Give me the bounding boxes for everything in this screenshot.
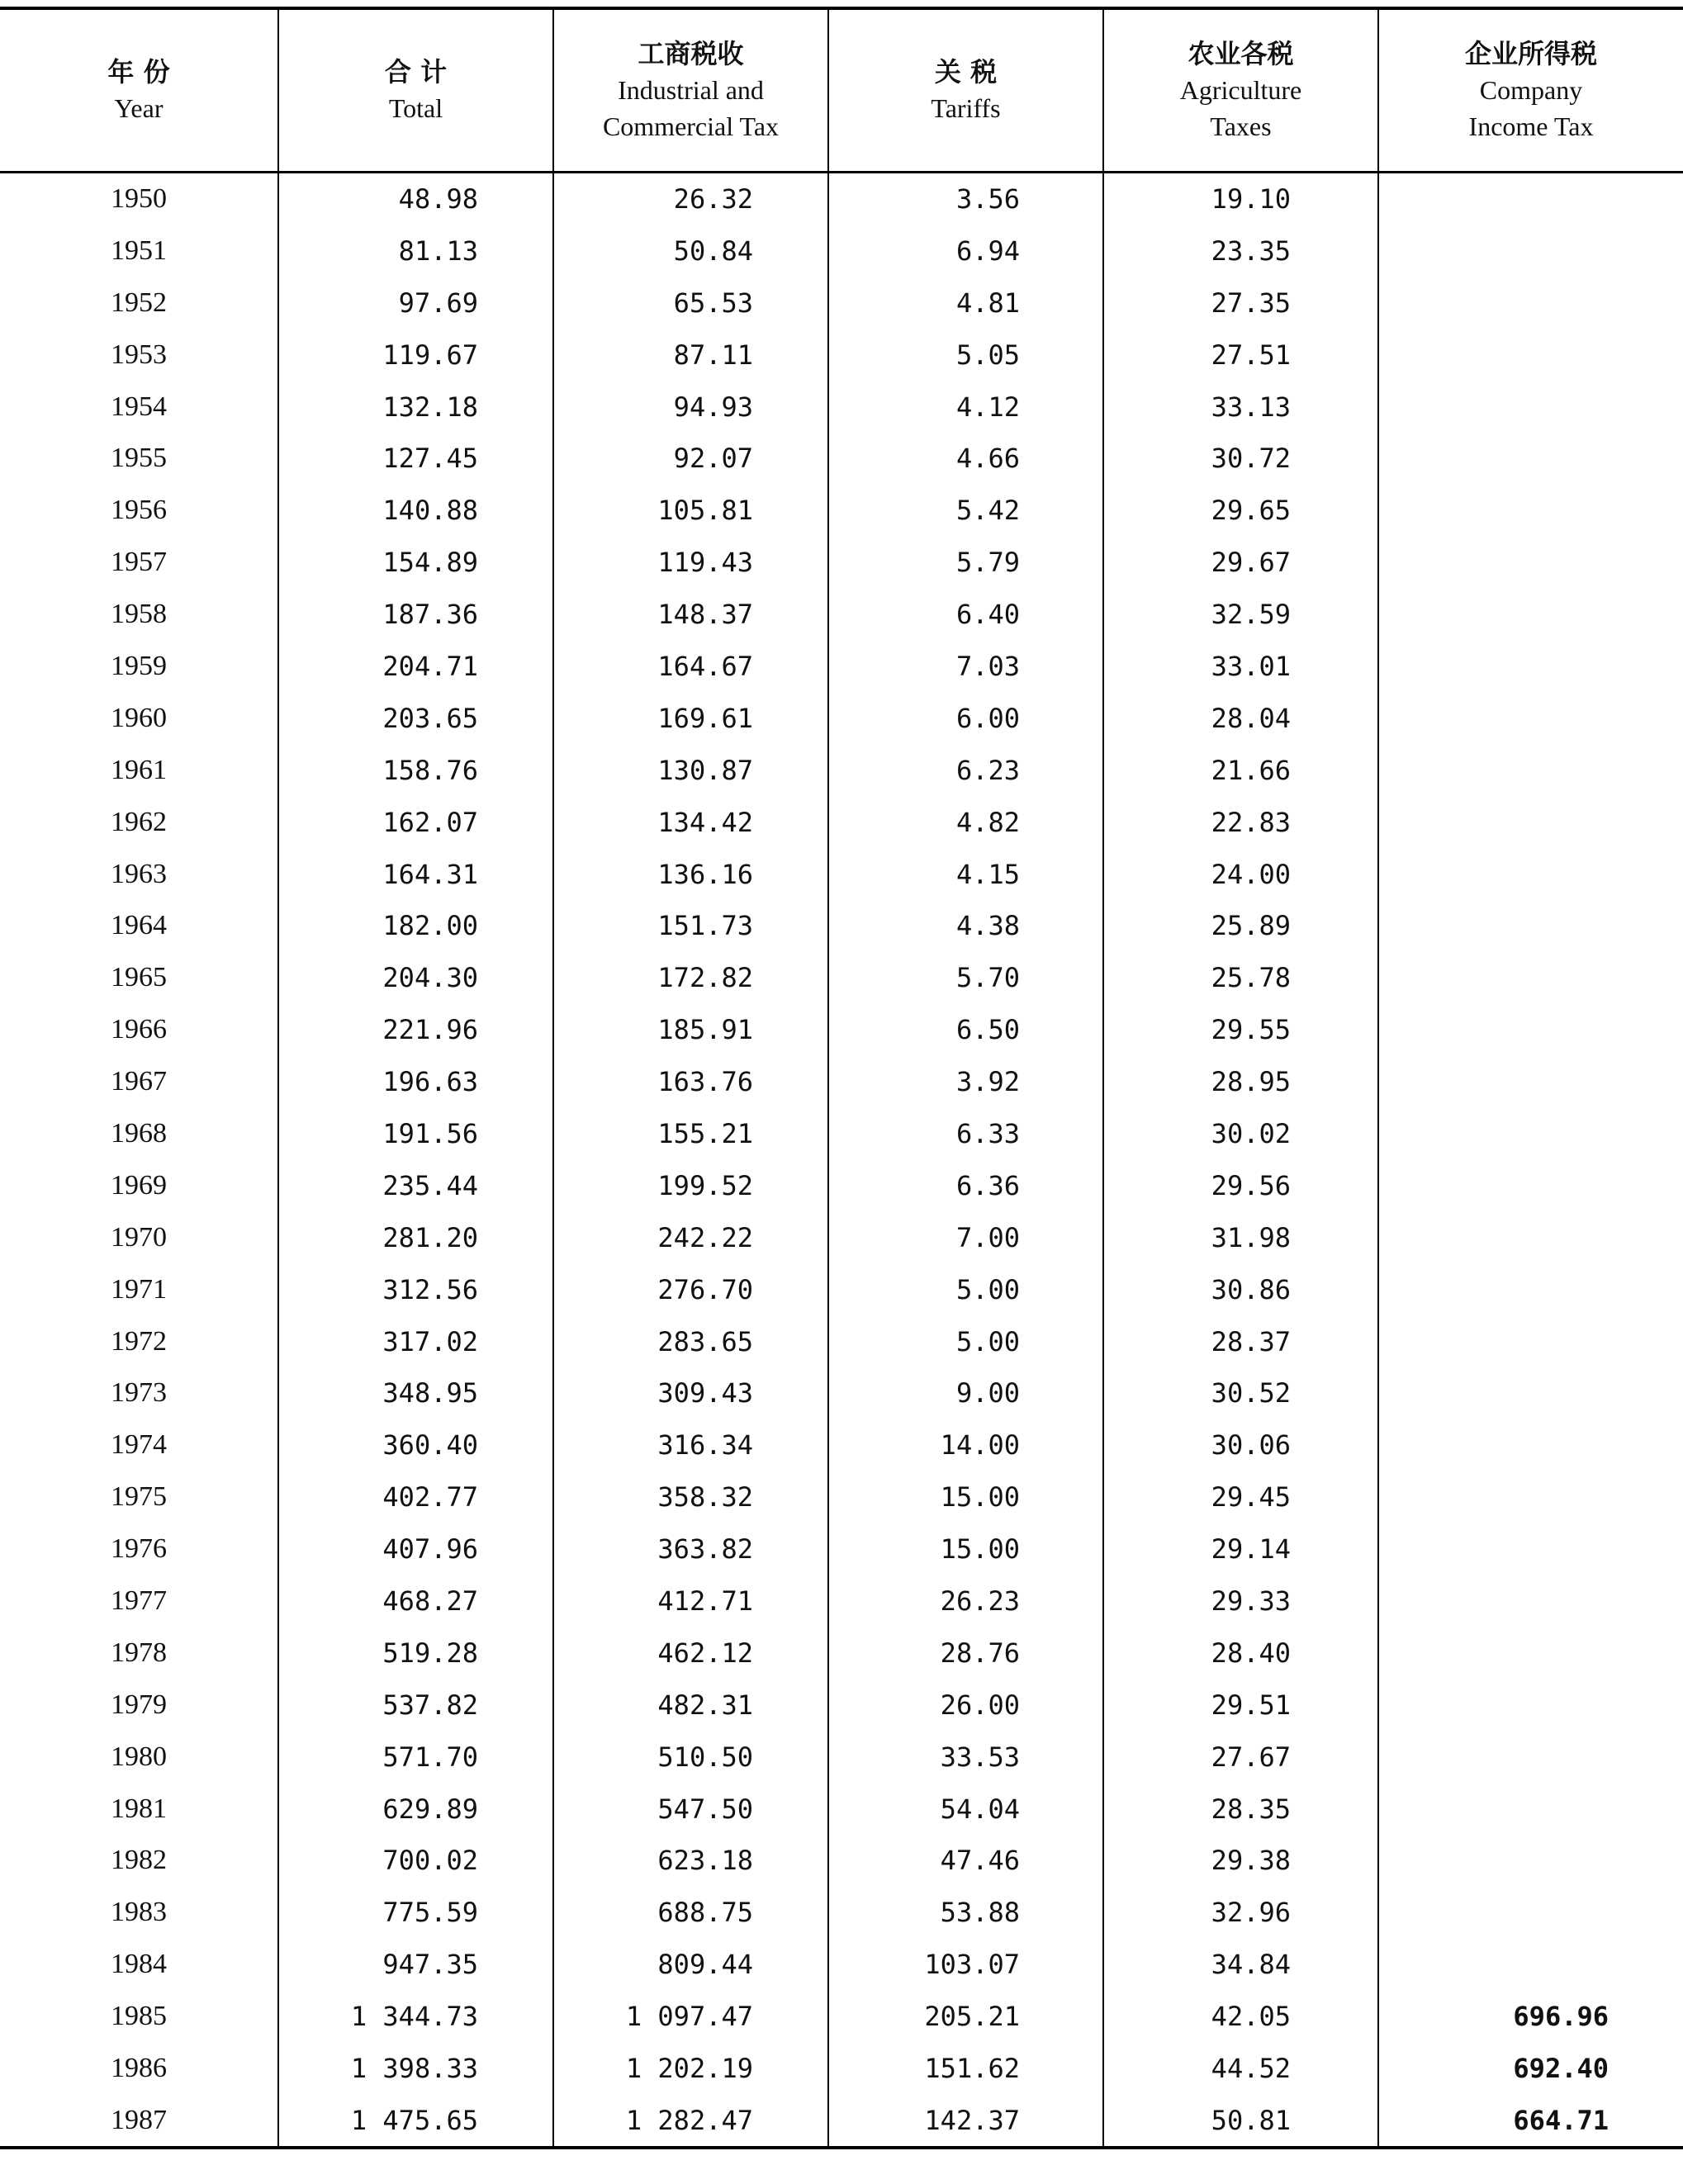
table-row: [0, 1991, 1683, 2043]
total-cell: 132.18: [278, 381, 553, 433]
table-row: [0, 172, 1683, 225]
year-cell: 1980: [111, 1741, 167, 1772]
agriculture-taxes-cell: 29.38: [1103, 1835, 1378, 1887]
header-label-zh: 年 份: [107, 56, 170, 88]
year-cell: 1985: [111, 2001, 167, 2032]
industrial-commercial-tax-cell: 185.91: [553, 1004, 828, 1056]
industrial-commercial-tax-cell: 688.75: [553, 1887, 828, 1939]
agriculture-taxes-cell: 28.37: [1103, 1315, 1378, 1367]
agriculture-taxes-cell: 27.35: [1103, 277, 1378, 329]
agriculture-taxes-cell: 29.51: [1103, 1679, 1378, 1731]
tariffs-cell: 4.81: [828, 277, 1103, 329]
total-cell: 235.44: [278, 1159, 553, 1211]
year-cell: 1983: [111, 1897, 167, 1928]
header-label-en: Agriculture: [1179, 75, 1302, 106]
company-income-tax-cell: [1378, 1056, 1683, 1108]
industrial-commercial-tax-cell: 163.76: [553, 1056, 828, 1108]
company-income-tax-cell: [1378, 1315, 1683, 1367]
total-cell: 48.98: [278, 172, 553, 225]
agriculture-taxes-cell: 33.13: [1103, 381, 1378, 433]
company-income-tax-cell: [1378, 1731, 1683, 1783]
year-cell: 1970: [111, 1221, 167, 1253]
tariffs-cell: 14.00: [828, 1419, 1103, 1471]
industrial-commercial-tax-cell: 151.73: [553, 900, 828, 952]
total-cell: 191.56: [278, 1108, 553, 1160]
company-income-tax-cell: [1378, 537, 1683, 589]
year-cell: 1965: [111, 962, 167, 993]
company-income-tax-cell: [1378, 172, 1683, 225]
year-cell: 1982: [111, 1845, 167, 1876]
tariffs-cell: 6.00: [828, 692, 1103, 744]
table-row: [0, 848, 1683, 900]
table-row: [0, 589, 1683, 641]
header-label-zh: 工商税收: [638, 38, 744, 70]
header-row: [0, 8, 1683, 172]
table-row: [0, 329, 1683, 381]
total-cell: 182.00: [278, 900, 553, 952]
year-cell: 1958: [111, 599, 167, 630]
year-cell: 1952: [111, 287, 167, 318]
company-income-tax-cell: [1378, 1004, 1683, 1056]
table-row: [0, 381, 1683, 433]
industrial-commercial-tax-cell: 130.87: [553, 744, 828, 796]
header-label-zh: 企业所得税: [1464, 38, 1597, 70]
table-row: [0, 1471, 1683, 1523]
tariffs-cell: 5.42: [828, 485, 1103, 537]
table-header: [0, 8, 1683, 172]
tariffs-cell: 7.00: [828, 1211, 1103, 1263]
industrial-commercial-tax-cell: 1 282.47: [553, 2094, 828, 2148]
year-cell: 1972: [111, 1325, 167, 1357]
industrial-commercial-tax-cell: 1 097.47: [553, 1991, 828, 2043]
header-label-en: Company: [1479, 75, 1583, 106]
company-income-tax-cell: [1378, 796, 1683, 848]
year-cell: 1984: [111, 1949, 167, 1980]
company-income-tax-cell: [1378, 641, 1683, 693]
tariffs-cell: 5.05: [828, 329, 1103, 381]
agriculture-taxes-cell: 29.33: [1103, 1575, 1378, 1627]
agriculture-taxes-cell: 19.10: [1103, 172, 1378, 225]
table-row: [0, 952, 1683, 1004]
agriculture-taxes-cell: 32.59: [1103, 589, 1378, 641]
industrial-commercial-tax-cell: 462.12: [553, 1627, 828, 1679]
table-row: [0, 1679, 1683, 1731]
tax-revenue-table: [0, 7, 1683, 2149]
table-row: [0, 485, 1683, 537]
total-cell: 947.35: [278, 1939, 553, 1991]
company-income-tax-cell: [1378, 1783, 1683, 1835]
tariffs-cell: 103.07: [828, 1939, 1103, 1991]
total-cell: 407.96: [278, 1523, 553, 1575]
agriculture-taxes-cell: 23.35: [1103, 225, 1378, 277]
company-income-tax-cell: [1378, 485, 1683, 537]
header-label-zh: 关 税: [934, 56, 998, 88]
company-income-tax-cell: [1378, 589, 1683, 641]
tariffs-cell: 3.92: [828, 1056, 1103, 1108]
total-cell: 402.77: [278, 1471, 553, 1523]
total-cell: 317.02: [278, 1315, 553, 1367]
company-income-tax-cell: [1378, 900, 1683, 952]
total-cell: 537.82: [278, 1679, 553, 1731]
year-cell: 1953: [111, 339, 167, 370]
industrial-commercial-tax-cell: 412.71: [553, 1575, 828, 1627]
company-income-tax-cell: [1378, 1159, 1683, 1211]
company-income-tax-cell: [1378, 1887, 1683, 1939]
company-income-tax-cell: [1378, 952, 1683, 1004]
table-row: [0, 692, 1683, 744]
agriculture-taxes-cell: 44.52: [1103, 2043, 1378, 2095]
year-cell: 1959: [111, 650, 167, 681]
company-income-tax-cell: [1378, 1575, 1683, 1627]
table-row: [0, 1939, 1683, 1991]
agriculture-taxes-cell: 29.56: [1103, 1159, 1378, 1211]
industrial-commercial-tax-cell: 510.50: [553, 1731, 828, 1783]
company-income-tax-cell: [1378, 1679, 1683, 1731]
tariffs-cell: 4.66: [828, 433, 1103, 485]
company-income-tax-cell: [1378, 1367, 1683, 1419]
industrial-commercial-tax-cell: 50.84: [553, 225, 828, 277]
company-income-tax-cell: [1378, 225, 1683, 277]
industrial-commercial-tax-cell: 134.42: [553, 796, 828, 848]
year-cell: 1957: [111, 547, 167, 578]
company-income-tax-cell: [1378, 744, 1683, 796]
header-label-en: Tariffs: [931, 93, 1001, 124]
agriculture-taxes-cell: 29.65: [1103, 485, 1378, 537]
company-income-tax-cell: [1378, 692, 1683, 744]
industrial-commercial-tax-cell: 119.43: [553, 537, 828, 589]
tariffs-cell: 4.12: [828, 381, 1103, 433]
agriculture-taxes-cell: 22.83: [1103, 796, 1378, 848]
industrial-commercial-tax-cell: 92.07: [553, 433, 828, 485]
header-label-en: Industrial and: [618, 75, 764, 106]
table-row: [0, 641, 1683, 693]
year-cell: 1954: [111, 391, 167, 422]
agriculture-taxes-cell: 21.66: [1103, 744, 1378, 796]
tariffs-cell: 5.00: [828, 1315, 1103, 1367]
industrial-commercial-tax-cell: 482.31: [553, 1679, 828, 1731]
table-row: [0, 1627, 1683, 1679]
company-income-tax-cell: [1378, 1108, 1683, 1160]
industrial-commercial-tax-header: [553, 8, 828, 172]
table-row: [0, 1731, 1683, 1783]
agriculture-taxes-cell: 25.78: [1103, 952, 1378, 1004]
total-cell: 571.70: [278, 1731, 553, 1783]
industrial-commercial-tax-cell: 65.53: [553, 277, 828, 329]
table-row: [0, 1367, 1683, 1419]
company-income-tax-cell: [1378, 1263, 1683, 1315]
total-cell: 204.71: [278, 641, 553, 693]
tariffs-cell: 4.15: [828, 848, 1103, 900]
tariffs-cell: 26.00: [828, 1679, 1103, 1731]
tariffs-cell: 6.94: [828, 225, 1103, 277]
agriculture-taxes-cell: 29.67: [1103, 537, 1378, 589]
year-cell: 1955: [111, 443, 167, 474]
total-cell: 1 398.33: [278, 2043, 553, 2095]
tariffs-cell: 6.23: [828, 744, 1103, 796]
year-cell: 1973: [111, 1377, 167, 1409]
agriculture-taxes-cell: 29.45: [1103, 1471, 1378, 1523]
agriculture-taxes-cell: 30.02: [1103, 1108, 1378, 1160]
year-cell: 1964: [111, 910, 167, 941]
table-body: [0, 172, 1683, 2148]
year-cell: 1961: [111, 754, 167, 785]
year-cell: 1975: [111, 1481, 167, 1513]
total-cell: 221.96: [278, 1004, 553, 1056]
table-row: [0, 1056, 1683, 1108]
header-label-en: Income Tax: [1468, 111, 1594, 142]
total-cell: 81.13: [278, 225, 553, 277]
year-cell: 1977: [111, 1585, 167, 1616]
company-income-tax-cell: 696.96: [1378, 1991, 1683, 2043]
agriculture-taxes-cell: 33.01: [1103, 641, 1378, 693]
company-income-tax-cell: [1378, 277, 1683, 329]
total-cell: 140.88: [278, 485, 553, 537]
industrial-commercial-tax-cell: 809.44: [553, 1939, 828, 1991]
year-cell: 1968: [111, 1117, 167, 1149]
tariffs-header: [828, 8, 1103, 172]
agriculture-taxes-cell: 50.81: [1103, 2094, 1378, 2148]
header-label-zh: 农业各税: [1188, 38, 1294, 70]
tariffs-cell: 6.33: [828, 1108, 1103, 1160]
industrial-commercial-tax-cell: 283.65: [553, 1315, 828, 1367]
industrial-commercial-tax-cell: 309.43: [553, 1367, 828, 1419]
company-income-tax-cell: [1378, 329, 1683, 381]
year-cell: 1981: [111, 1793, 167, 1824]
agriculture-taxes-cell: 42.05: [1103, 1991, 1378, 2043]
table-row: [0, 2043, 1683, 2095]
company-income-tax-cell: 664.71: [1378, 2094, 1683, 2148]
agriculture-taxes-cell: 30.72: [1103, 433, 1378, 485]
header-label-en: Total: [388, 93, 443, 124]
agriculture-taxes-cell: 28.40: [1103, 1627, 1378, 1679]
table-row: [0, 744, 1683, 796]
tariffs-cell: 54.04: [828, 1783, 1103, 1835]
table-row: [0, 1783, 1683, 1835]
year-cell: 1969: [111, 1169, 167, 1201]
tariffs-cell: 151.62: [828, 2043, 1103, 2095]
header-label-en: Year: [114, 93, 164, 124]
industrial-commercial-tax-cell: 94.93: [553, 381, 828, 433]
industrial-commercial-tax-cell: 199.52: [553, 1159, 828, 1211]
table-row: [0, 1108, 1683, 1160]
industrial-commercial-tax-cell: 105.81: [553, 485, 828, 537]
industrial-commercial-tax-cell: 316.34: [553, 1419, 828, 1471]
tariffs-cell: 6.40: [828, 589, 1103, 641]
agriculture-taxes-cell: 28.95: [1103, 1056, 1378, 1108]
table-row: [0, 225, 1683, 277]
total-cell: 127.45: [278, 433, 553, 485]
company-income-tax-cell: [1378, 1471, 1683, 1523]
table-row: [0, 1575, 1683, 1627]
total-cell: 158.76: [278, 744, 553, 796]
company-income-tax-header: [1378, 8, 1683, 172]
year-cell: 1979: [111, 1689, 167, 1720]
total-cell: 162.07: [278, 796, 553, 848]
total-cell: 97.69: [278, 277, 553, 329]
tariffs-cell: 3.56: [828, 172, 1103, 225]
tariffs-cell: 205.21: [828, 1991, 1103, 2043]
agriculture-taxes-cell: 34.84: [1103, 1939, 1378, 1991]
total-cell: 775.59: [278, 1887, 553, 1939]
tariffs-cell: 142.37: [828, 2094, 1103, 2148]
table-row: [0, 1419, 1683, 1471]
year-cell: 1967: [111, 1066, 167, 1097]
agriculture-taxes-cell: 27.67: [1103, 1731, 1378, 1783]
tariffs-cell: 15.00: [828, 1471, 1103, 1523]
table-row: [0, 277, 1683, 329]
company-income-tax-cell: [1378, 1627, 1683, 1679]
year-cell: 1960: [111, 702, 167, 733]
total-cell: 360.40: [278, 1419, 553, 1471]
year-cell: 1951: [111, 235, 167, 266]
total-cell: 700.02: [278, 1835, 553, 1887]
tariffs-cell: 4.82: [828, 796, 1103, 848]
industrial-commercial-tax-cell: 276.70: [553, 1263, 828, 1315]
company-income-tax-cell: [1378, 1419, 1683, 1471]
company-income-tax-cell: [1378, 1835, 1683, 1887]
header-label-en: Taxes: [1210, 111, 1272, 142]
agriculture-taxes-cell: 24.00: [1103, 848, 1378, 900]
agriculture-taxes-cell: 31.98: [1103, 1211, 1378, 1263]
total-header: [278, 8, 553, 172]
year-cell: 1986: [111, 2053, 167, 2083]
tariffs-cell: 33.53: [828, 1731, 1103, 1783]
agriculture-taxes-cell: 29.14: [1103, 1523, 1378, 1575]
year-header: [0, 8, 278, 172]
company-income-tax-cell: [1378, 1939, 1683, 1991]
table-row: [0, 1887, 1683, 1939]
industrial-commercial-tax-cell: 26.32: [553, 172, 828, 225]
tariffs-cell: 47.46: [828, 1835, 1103, 1887]
industrial-commercial-tax-cell: 1 202.19: [553, 2043, 828, 2095]
industrial-commercial-tax-cell: 136.16: [553, 848, 828, 900]
agriculture-taxes-cell: 29.55: [1103, 1004, 1378, 1056]
table-row: [0, 796, 1683, 848]
table-row: [0, 2094, 1683, 2148]
tariffs-cell: 4.38: [828, 900, 1103, 952]
year-cell: 1987: [0, 2094, 278, 2148]
year-cell: 1971: [111, 1273, 167, 1305]
agriculture-taxes-cell: 32.96: [1103, 1887, 1378, 1939]
industrial-commercial-tax-cell: 87.11: [553, 329, 828, 381]
tariffs-cell: 9.00: [828, 1367, 1103, 1419]
table-row: [0, 1523, 1683, 1575]
company-income-tax-cell: [1378, 381, 1683, 433]
industrial-commercial-tax-cell: 242.22: [553, 1211, 828, 1263]
industrial-commercial-tax-cell: 172.82: [553, 952, 828, 1004]
tariffs-cell: 7.03: [828, 641, 1103, 693]
table-row: [0, 537, 1683, 589]
industrial-commercial-tax-cell: 547.50: [553, 1783, 828, 1835]
header-label-zh: 合 计: [384, 56, 448, 88]
company-income-tax-cell: [1378, 1211, 1683, 1263]
tariffs-cell: 53.88: [828, 1887, 1103, 1939]
company-income-tax-cell: 692.40: [1378, 2043, 1683, 2095]
agriculture-taxes-cell: 30.86: [1103, 1263, 1378, 1315]
total-cell: 196.63: [278, 1056, 553, 1108]
total-cell: 468.27: [278, 1575, 553, 1627]
year-cell: 1963: [111, 858, 167, 889]
year-cell: 1962: [111, 806, 167, 837]
table-row: [0, 433, 1683, 485]
year-cell: 1966: [111, 1014, 167, 1045]
table-row: [0, 900, 1683, 952]
industrial-commercial-tax-cell: 623.18: [553, 1835, 828, 1887]
company-income-tax-cell: [1378, 1523, 1683, 1575]
agriculture-taxes-cell: 30.06: [1103, 1419, 1378, 1471]
industrial-commercial-tax-cell: 363.82: [553, 1523, 828, 1575]
table-row: [0, 1315, 1683, 1367]
total-cell: 519.28: [278, 1627, 553, 1679]
total-cell: 164.31: [278, 848, 553, 900]
total-cell: 154.89: [278, 537, 553, 589]
table-row: [0, 1211, 1683, 1263]
tariffs-cell: 6.36: [828, 1159, 1103, 1211]
tariffs-cell: 15.00: [828, 1523, 1103, 1575]
year-cell: 1976: [111, 1533, 167, 1565]
industrial-commercial-tax-cell: 155.21: [553, 1108, 828, 1160]
agriculture-taxes-cell: 28.35: [1103, 1783, 1378, 1835]
total-cell: 348.95: [278, 1367, 553, 1419]
industrial-commercial-tax-cell: 169.61: [553, 692, 828, 744]
agriculture-taxes-cell: 28.04: [1103, 692, 1378, 744]
table-row: [0, 1004, 1683, 1056]
agriculture-taxes-header: [1103, 8, 1378, 172]
company-income-tax-cell: [1378, 848, 1683, 900]
table-row: [0, 1263, 1683, 1315]
total-cell: 204.30: [278, 952, 553, 1004]
year-cell: 1956: [111, 495, 167, 526]
agriculture-taxes-cell: 25.89: [1103, 900, 1378, 952]
total-cell: 281.20: [278, 1211, 553, 1263]
agriculture-taxes-cell: 30.52: [1103, 1367, 1378, 1419]
year-cell: 1978: [111, 1637, 167, 1668]
tariffs-cell: 5.70: [828, 952, 1103, 1004]
industrial-commercial-tax-cell: 148.37: [553, 589, 828, 641]
company-income-tax-cell: [1378, 433, 1683, 485]
year-cell: 1950: [111, 182, 167, 214]
agriculture-taxes-cell: 27.51: [1103, 329, 1378, 381]
tariffs-cell: 28.76: [828, 1627, 1103, 1679]
table-row: [0, 1835, 1683, 1887]
tariffs-cell: 5.79: [828, 537, 1103, 589]
total-cell: 119.67: [278, 329, 553, 381]
header-label-en: Commercial Tax: [602, 111, 780, 142]
total-cell: 1 344.73: [278, 1991, 553, 2043]
table-row: [0, 1159, 1683, 1211]
tariffs-cell: 26.23: [828, 1575, 1103, 1627]
total-cell: 187.36: [278, 589, 553, 641]
tariffs-cell: 6.50: [828, 1004, 1103, 1056]
total-cell: 203.65: [278, 692, 553, 744]
industrial-commercial-tax-cell: 358.32: [553, 1471, 828, 1523]
industrial-commercial-tax-cell: 164.67: [553, 641, 828, 693]
year-cell: 1974: [111, 1429, 167, 1461]
total-cell: 1 475.65: [278, 2094, 553, 2148]
total-cell: 312.56: [278, 1263, 553, 1315]
tariffs-cell: 5.00: [828, 1263, 1103, 1315]
total-cell: 629.89: [278, 1783, 553, 1835]
